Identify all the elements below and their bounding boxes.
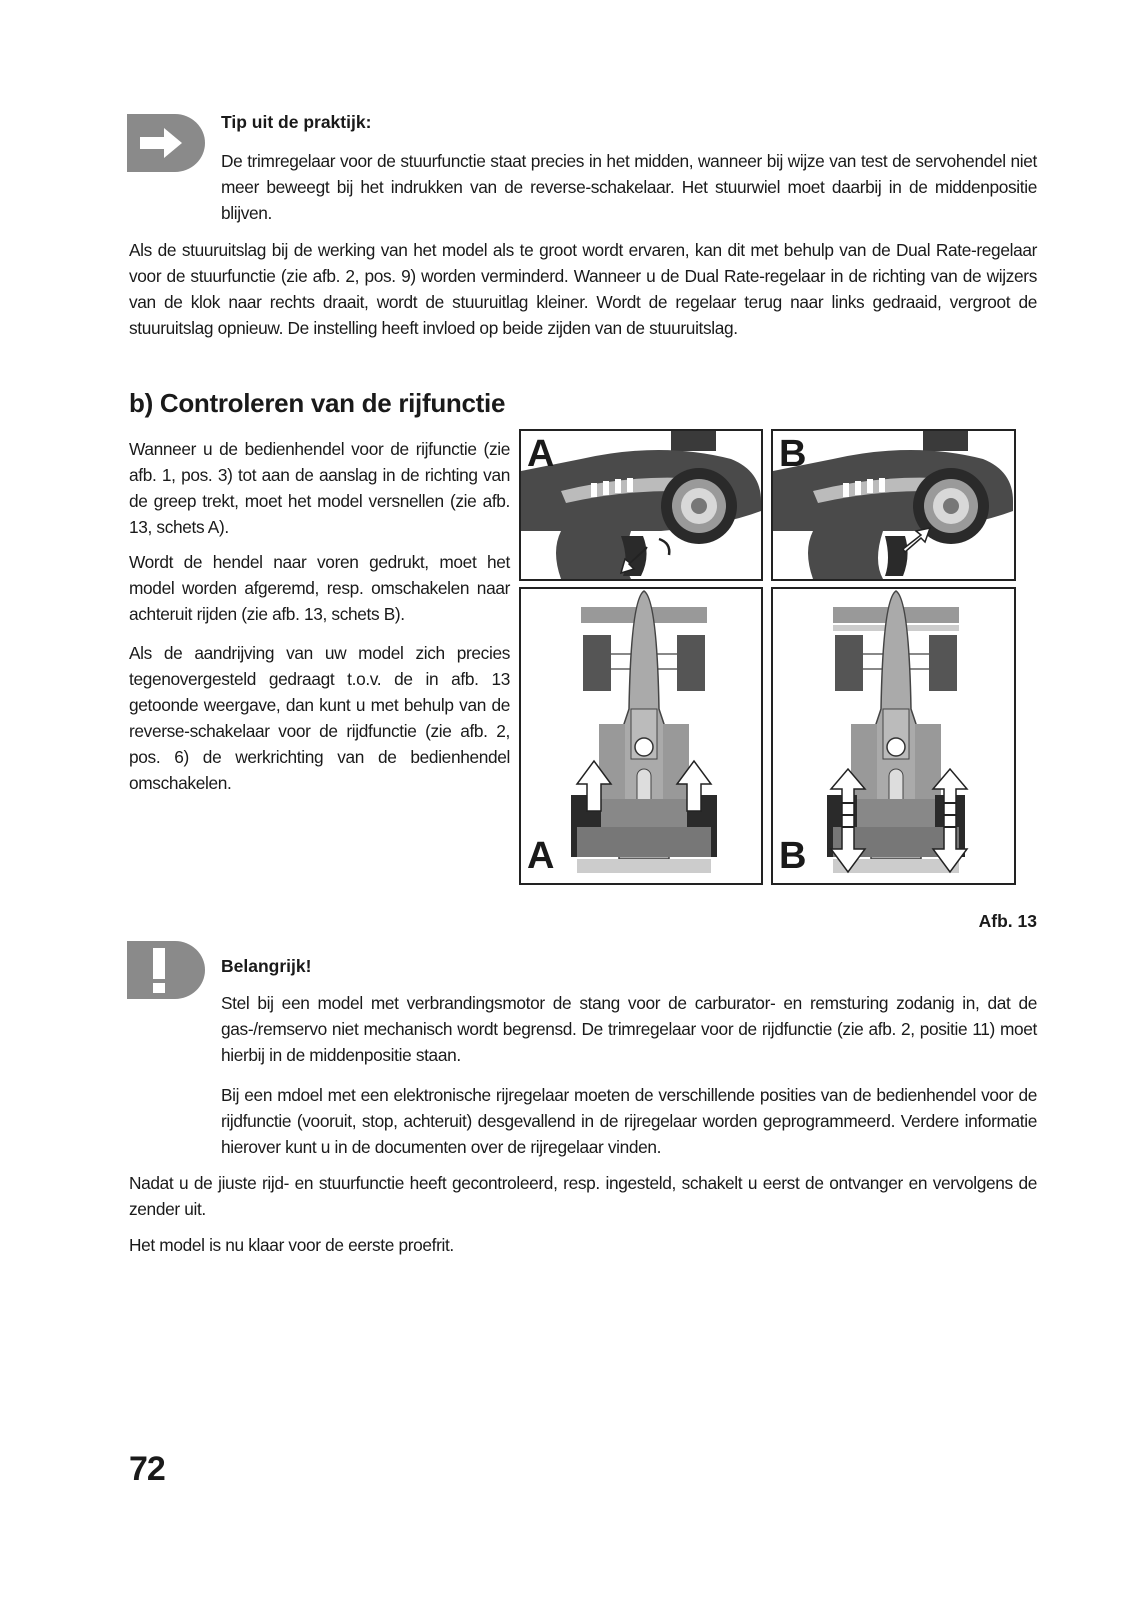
car-forward-illustration xyxy=(521,589,761,883)
panel-label-b-bottom: B xyxy=(779,835,807,877)
closing-paragraph-2: Het model is nu klaar voor de eerste proefrit. xyxy=(129,1235,454,1255)
figure-caption: Afb. 13 xyxy=(978,911,1037,931)
section-paragraph-2: Wordt de hendel naar voren gedrukt, moet het model worden afgeremd, resp. omschakelen naar achteruit rijden (zie afb. 13, schets B). xyxy=(129,552,510,624)
car-brake-reverse-illustration xyxy=(773,589,1014,883)
tip-body: De trimregelaar voor de stuurfunctie staat precies in het midden, wanneer bij wijze van test de servohendel niet meer beweegt bij het indrukken van de reverse-schakelaar. Het stuurwiel moet daarbij in de middenpositie blijven. xyxy=(221,151,1037,223)
closing-paragraph-1: Nadat u de jiuste rijd- en stuurfunctie heeft gecontroleerd, resp. ingesteld, schakelt u eerst de ontvanger en vervolgens de zender uit. xyxy=(129,1173,1037,1219)
page-number: 72 xyxy=(129,1450,165,1488)
panel-label-a-bottom: A xyxy=(527,835,555,877)
figure-panel-transmitter-b xyxy=(771,429,1016,581)
important-icon xyxy=(127,941,205,999)
section-heading: b) Controleren van de rijfunctie xyxy=(129,388,506,418)
tip-title: Tip uit de praktijk: xyxy=(221,112,372,132)
paragraph-dual-rate: Als de stuuruitslag bij de werking van het model als te groot wordt ervaren, kan dit met behulp van de Dual Rate-regelaar voor de stuurfunctie (zie afb. 2, pos. 9) worden verminderd. Wanneer u de Dual Rate-regelaar in de richting van de wijzers van de klok naar rechts draait, wordt de stuuruitlag kleiner. Wordt de regelaar terug naar links gedraaid, vergroot de stuuruitslag opnieuw. De instelling heeft invloed op beide zijden van de stuuruitslag. xyxy=(129,240,1037,338)
panel-label-b-top: B xyxy=(779,433,807,475)
transmitter-push-illustration xyxy=(773,431,1014,579)
important-title: Belangrijk! xyxy=(221,956,312,976)
exclamation-icon xyxy=(127,941,205,999)
important-paragraph-2: Bij een mdoel met een elektronische rijregelaar moeten de verschillende posities van de bedienhendel voor de rijdfunctie (vooruit, stop, achteruit) desgevallend in de rijregelaar worden geprogrammeerd. Verdere informatie hierover kunt u in de documenten over de rijregelaar vinden. xyxy=(221,1085,1037,1157)
figure-panel-car-b xyxy=(771,587,1016,885)
arrow-right-icon xyxy=(127,114,205,172)
panel-label-a-top: A xyxy=(527,433,555,475)
transmitter-pull-illustration xyxy=(521,431,761,579)
figure-panel-transmitter-a xyxy=(519,429,763,581)
figure-panel-car-a xyxy=(519,587,763,885)
section-paragraph-1: Wanneer u de bedienhendel voor de rijfunctie (zie afb. 1, pos. 3) tot aan de aanslag in de richting van de greep trekt, moet het model versnellen (zie afb. 13, schets A). xyxy=(129,439,510,537)
important-paragraph-1: Stel bij een model met verbrandingsmotor de stang voor de carburator- en remsturing zodanig in, dat de gas-/remservo niet mechanisch wordt begrensd. De trimregelaar voor de rijdfunctie (zie afb. 2, positie 11) moet hierbij in de middenpositie staan. xyxy=(221,993,1037,1065)
tip-icon xyxy=(127,114,205,172)
section-paragraph-3: Als de aandrijving van uw model zich precies tegenovergesteld gedraagt t.o.v. de in afb. 13 getoonde weergave, dan kunt u met behulp van de reverse-schakelaar voor de rijdfunctie (zie afb. 2, pos. 6) de werkrichting van de bedienhendel omschakelen. xyxy=(129,643,510,793)
